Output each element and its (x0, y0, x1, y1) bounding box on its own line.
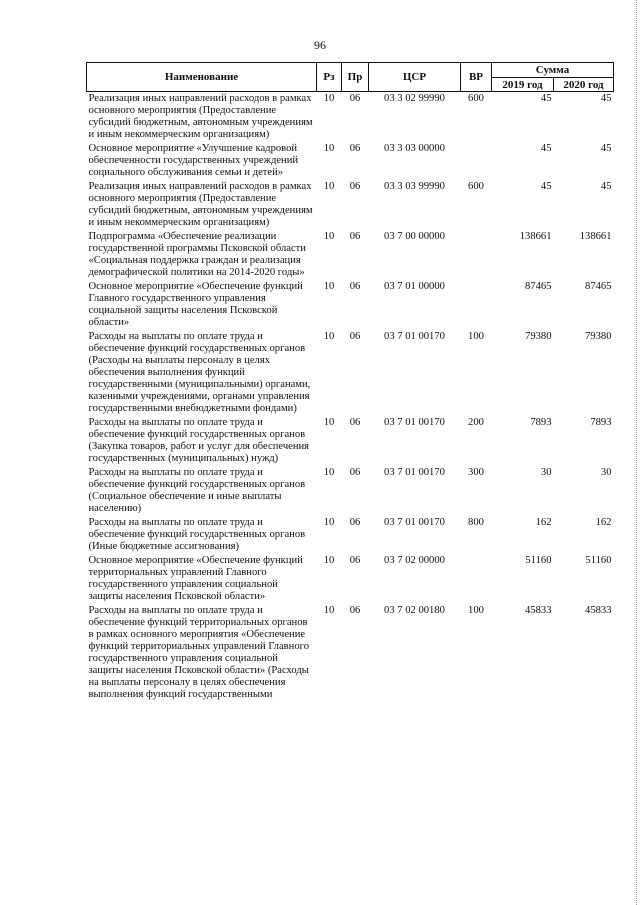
row-pr: 06 (349, 181, 361, 192)
row-vr (461, 230, 492, 280)
row-rz: 10 (323, 417, 335, 428)
row-amount-2019: 45 (540, 181, 552, 192)
row-name: Расходы на выплаты по оплате труда и обеспечение функций государственных органов (Закупка товаров, работ и услуг для обеспечения государственных (муниципальных) нужд) (88, 417, 310, 464)
header-pr: Пр (342, 63, 369, 92)
table-row (87, 466, 614, 516)
row-csr: 03 7 01 00170 (384, 331, 445, 342)
row-vr: 300 (468, 467, 484, 478)
page-number: 96 (314, 38, 326, 52)
row-name: Реализация иных направлений расходов в рамках основного мероприятия (Предоставление субсидий бюджетным, автономным учреждениям и иным некоммерческим организациям) (88, 93, 313, 140)
row-name: Основное мероприятие «Улучшение кадровой обеспеченности государственных учреждений социального обслуживания семьи и детей» (88, 143, 299, 178)
row-amount-2020: 45 (600, 181, 612, 192)
row-pr: 06 (349, 231, 361, 242)
scan-edge-line (636, 0, 637, 905)
row-vr: 800 (468, 517, 484, 528)
row-amount-2020: 138661 (579, 231, 612, 242)
header-sum: Сумма (492, 63, 614, 78)
row-vr: 200 (468, 417, 484, 428)
row-amount-2019: 138661 (519, 231, 552, 242)
header-2019: 2019 год (492, 78, 554, 92)
row-rz: 10 (323, 517, 335, 528)
row-amount-2019: 45 (540, 93, 552, 104)
row-csr: 03 7 01 00170 (384, 417, 445, 428)
row-amount-2019: 45833 (525, 605, 552, 616)
row-name: Подпрограмма «Обеспечение реализации государственной программы Псковской области «Социальная поддержка граждан и реализация демографической политики на 2014-2020 годы» (88, 231, 306, 278)
row-name: Основное мероприятие «Обеспечение функций Главного государственного управления социальной защиты населения Псковской области» (88, 281, 303, 328)
row-pr: 06 (349, 281, 361, 292)
row-vr (461, 554, 492, 604)
row-amount-2020: 45833 (585, 605, 612, 616)
row-csr: 03 3 02 99990 (384, 93, 445, 104)
row-amount-2019: 79380 (525, 331, 552, 342)
table-row (87, 280, 614, 330)
row-amount-2020: 51160 (585, 555, 612, 566)
row-amount-2020: 79380 (585, 331, 612, 342)
row-csr: 03 7 02 00180 (384, 605, 445, 616)
table-row (87, 142, 614, 180)
row-vr: 100 (468, 605, 484, 616)
table-row (87, 330, 614, 416)
row-pr: 06 (349, 605, 361, 616)
table-row (87, 180, 614, 230)
row-vr (461, 142, 492, 180)
row-rz: 10 (323, 181, 335, 192)
row-csr: 03 7 01 00170 (384, 517, 445, 528)
row-vr: 100 (468, 331, 484, 342)
row-pr: 06 (349, 143, 361, 154)
row-amount-2019: 87465 (525, 281, 552, 292)
row-name: Реализация иных направлений расходов в рамках основного мероприятия (Предоставление субсидий бюджетным, автономным учреждениям и иным некоммерческим организациям) (88, 181, 313, 228)
row-rz: 10 (323, 143, 335, 154)
table-row (87, 230, 614, 280)
row-vr: 600 (468, 93, 484, 104)
row-amount-2020: 87465 (585, 281, 612, 292)
row-pr: 06 (349, 331, 361, 342)
header-name: Наименование (87, 63, 317, 92)
row-amount-2020: 45 (600, 93, 612, 104)
row-name: Основное мероприятие «Обеспечение функций территориальных управлений Главного государственного управления социальной защиты населения Псковской области» (88, 555, 303, 602)
row-amount-2019: 45 (540, 143, 552, 154)
row-csr: 03 7 01 00000 (384, 281, 445, 292)
row-rz: 10 (323, 281, 335, 292)
row-vr (461, 280, 492, 330)
row-csr: 03 7 00 00000 (384, 231, 445, 242)
row-name: Расходы на выплаты по оплате труда и обеспечение функций государственных органов (Социальное обеспечение и иные выплаты населению) (88, 467, 306, 514)
row-name: Расходы на выплаты по оплате труда и обеспечение функций территориальных органов в рамках основного мероприятия «Обеспечение функций территориальных управлений Главного государственного управления социальной защиты населения Псковской области» (Расходы на выплаты персоналу в целях обеспечения выполнения функций государственными (88, 605, 309, 700)
row-csr: 03 7 01 00170 (384, 467, 445, 478)
row-rz: 10 (323, 467, 335, 478)
row-name: Расходы на выплаты по оплате труда и обеспечение функций государственных органов (Иные бюджетные ассигнования) (88, 517, 306, 552)
row-rz: 10 (323, 231, 335, 242)
table-row (87, 516, 614, 554)
header-vr: ВР (461, 63, 492, 92)
row-amount-2019: 7893 (530, 417, 552, 428)
row-vr: 600 (468, 181, 484, 192)
header-2020: 2020 год (554, 78, 614, 92)
row-name: Расходы на выплаты по оплате труда и обеспечение функций государственных органов (Расходы на выплаты персоналу в целях обеспечения выполнения функций государственными (муниципальными) органами, казенными учреждениями, органами управления государственными внебюджетными фондами) (88, 331, 311, 414)
row-pr: 06 (349, 467, 361, 478)
table-row (87, 554, 614, 604)
row-amount-2020: 7893 (590, 417, 612, 428)
table-row (87, 604, 614, 702)
header-csr: ЦСР (369, 63, 461, 92)
row-pr: 06 (349, 517, 361, 528)
row-pr: 06 (349, 555, 361, 566)
table-row (87, 92, 614, 143)
row-rz: 10 (323, 605, 335, 616)
row-rz: 10 (323, 93, 335, 104)
row-amount-2020: 45 (600, 143, 612, 154)
row-pr: 06 (349, 417, 361, 428)
budget-table (86, 62, 614, 702)
row-amount-2019: 162 (535, 517, 552, 528)
row-csr: 03 3 03 00000 (384, 143, 445, 154)
row-csr: 03 3 03 99990 (384, 181, 445, 192)
table-row (87, 416, 614, 466)
table-body (87, 92, 614, 703)
row-csr: 03 7 02 00000 (384, 555, 445, 566)
row-pr: 06 (349, 93, 361, 104)
row-amount-2020: 30 (600, 467, 612, 478)
row-amount-2019: 51160 (525, 555, 552, 566)
row-amount-2020: 162 (595, 517, 612, 528)
header-rz: Рз (317, 63, 342, 92)
row-rz: 10 (323, 331, 335, 342)
row-amount-2019: 30 (540, 467, 552, 478)
row-rz: 10 (323, 555, 335, 566)
